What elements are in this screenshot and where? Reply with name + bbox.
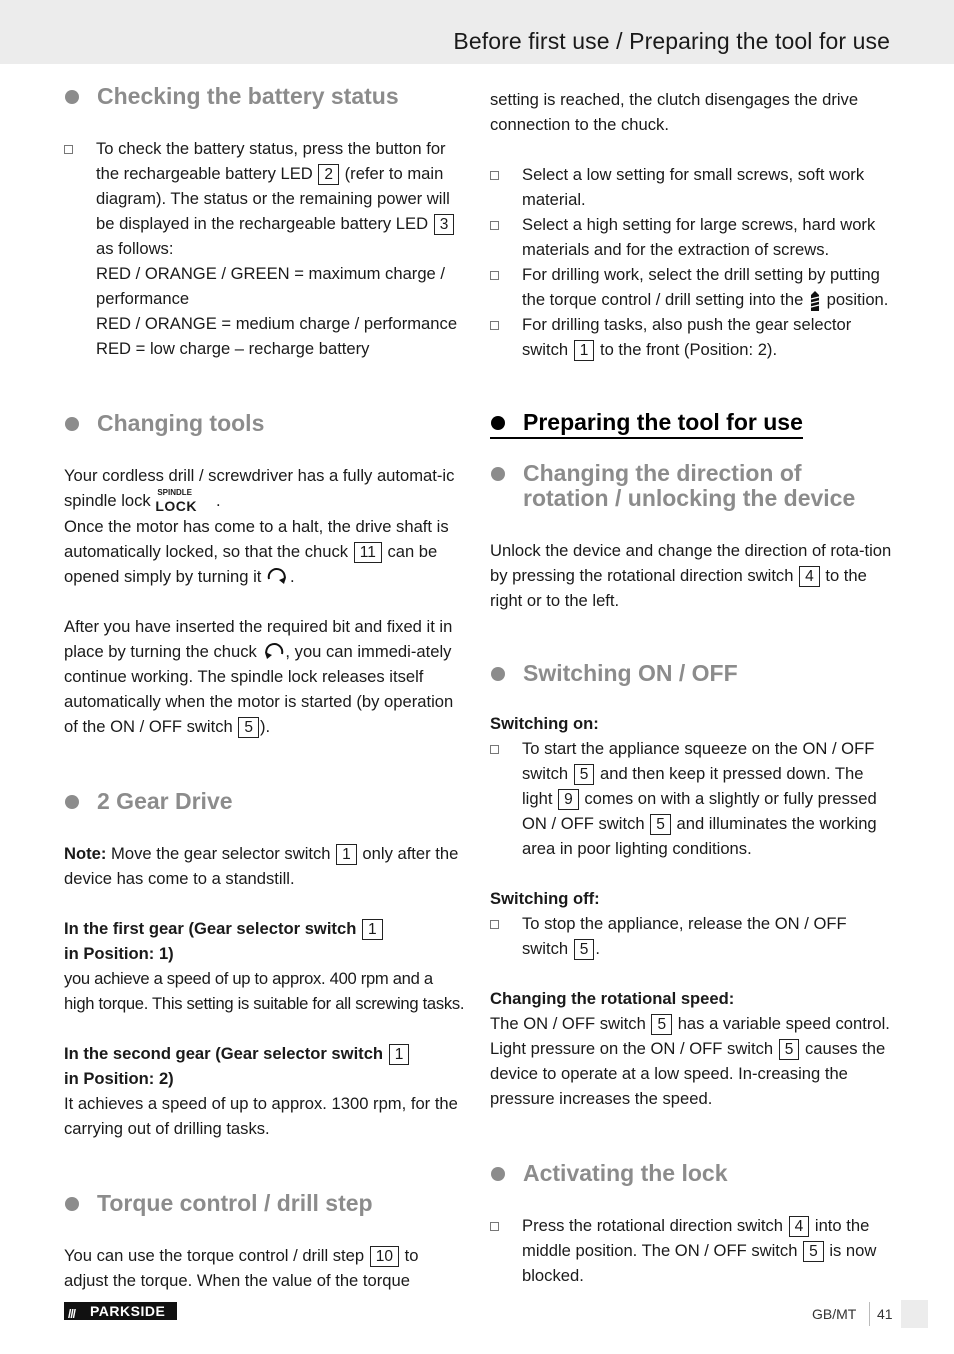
- footer-tab: [901, 1300, 928, 1328]
- bullet-dot-icon: [491, 1167, 505, 1181]
- switching-on-label: Switching on:: [490, 714, 599, 733]
- checkbox-bullet-icon: [490, 745, 499, 754]
- ref-number: 11: [354, 542, 382, 563]
- ref-number: 1: [574, 340, 595, 361]
- checkbox-bullet-icon: [64, 145, 73, 154]
- heading-preparing-tool: Preparing the tool for use: [490, 410, 803, 439]
- ref-number: 9: [558, 789, 579, 810]
- bullet-dot-icon: [65, 90, 79, 104]
- spindle-lock-paragraph: Your cordless drill / screwdriver has a fully automat-ic spindle lock SPINDLE LOCK . Once the motor has come to a halt, the drive shaft is automatically locked, so that the chuck 11 can be opened simply by turning it .: [64, 466, 455, 586]
- torque-paragraph: You can use the torque control / drill step 10 to adjust the torque. When the value of the torque: [64, 1245, 419, 1290]
- bullet-dot-icon: [65, 795, 79, 809]
- ref-number: 5: [238, 717, 259, 738]
- chuck-paragraph: After you have inserted the required bit and fixed it in place by turning the chuck , you can immedi-ately continue working. The spindle lock releases itself automatically when the motor is started (by operation of the ON / OFF switch 5 ).: [64, 616, 454, 736]
- right-column: [490, 87, 892, 1288]
- logo-stripes-icon: ///: [68, 1307, 76, 1321]
- checkbox-bullet-icon: [490, 1222, 499, 1231]
- speed-paragraph: The ON / OFF switch 5 has a variable speed control. Light pressure on the ON / OFF switch 5 causes the device to operate at a low speed. In-creasing the pressure increases the speed.: [490, 1014, 890, 1108]
- checkbox-bullet-icon: [490, 321, 499, 330]
- bullet-item: For drilling tasks, also push the gear selector switch 1 to the front (Position: 2).: [490, 312, 892, 362]
- drill-bit-icon: [808, 291, 822, 311]
- parkside-logo: /// PARKSIDE: [64, 1302, 177, 1320]
- heading-direction-rotation: Changing the direction of rotation / unlocking the device: [490, 461, 892, 511]
- ref-number: 10: [370, 1246, 399, 1267]
- bullet-dot-icon: [491, 416, 505, 430]
- checkbox-bullet-icon: [490, 920, 499, 929]
- page-number: 41: [877, 1306, 893, 1322]
- page-header-title: Before first use / Preparing the tool for use: [453, 28, 890, 54]
- ref-number: 1: [336, 844, 357, 865]
- checkbox-bullet-icon: [490, 271, 499, 280]
- heading-battery-status: Checking the battery status: [64, 84, 466, 109]
- heading-gear-drive: 2 Gear Drive: [64, 789, 466, 814]
- gear-note: Note: Move the gear selector switch 1 only after the device has come to a standstill.: [64, 843, 459, 888]
- torque-continuation: setting is reached, the clutch disengages the drive connection to the chuck.: [490, 90, 859, 134]
- bullet-dot-icon: [65, 1197, 79, 1211]
- ref-number: 1: [389, 1044, 410, 1065]
- checkbox-bullet-icon: [490, 171, 499, 180]
- footer-language: GB/MT: [812, 1306, 857, 1322]
- bullet-item: To start the appliance squeeze on the ON / OFF switch 5 and then keep it pressed down. The light 9 comes on with a slightly or fully pressed ON / OFF switch 5 and illuminates the working area in poor lighting conditions.: [490, 736, 892, 861]
- status-line: RED / ORANGE / GREEN = maximum charge / performance: [96, 264, 446, 308]
- ref-number: 5: [651, 1014, 672, 1035]
- ref-number: 2: [318, 164, 339, 185]
- ref-number: 1: [362, 919, 383, 940]
- heading-activating-lock: Activating the lock: [490, 1161, 892, 1186]
- bullet-dot-icon: [491, 467, 505, 481]
- header-bar: [0, 0, 954, 64]
- second-gear-heading: In the second gear (Gear selector switch 1 in Position: 2): [64, 1041, 466, 1091]
- ref-number: 5: [574, 939, 595, 960]
- ref-number: 5: [650, 814, 671, 835]
- switching-off-label: Switching off:: [490, 889, 600, 908]
- status-line: RED = low charge – recharge battery: [96, 339, 370, 358]
- speed-label: Changing the rotational speed:: [490, 989, 735, 1008]
- bullet-item: Select a high setting for large screws, hard work materials and for the extraction of screws.: [490, 212, 892, 262]
- bullet-item: Select a low setting for small screws, soft work material.: [490, 162, 892, 212]
- ref-number: 3: [434, 214, 455, 235]
- first-gear-heading: In the first gear (Gear selector switch 1 in Position: 1): [64, 916, 466, 966]
- battery-instructions: To check the battery status, press the button for the rechargeable battery LED 2 (refer to main diagram). The status or the remaining power will be displayed in the rechargeable battery LED 3 as follows: RED / ORANGE / GREEN = maximum charge / performance RED / ORANGE = medium charge / performance RED = low charge – recharge battery: [64, 136, 466, 361]
- checkbox-bullet-icon: [490, 221, 499, 230]
- footer-divider: [869, 1302, 870, 1326]
- bullet-dot-icon: [491, 667, 505, 681]
- ref-number: 5: [803, 1241, 824, 1262]
- rotate-clockwise-icon: [266, 567, 290, 587]
- bullet-item: Press the rotational direction switch 4 into the middle position. The ON / OFF switch 5 is now blocked.: [490, 1213, 892, 1288]
- heading-torque-control: Torque control / drill step: [64, 1191, 466, 1216]
- bullet-item: To stop the appliance, release the ON / OFF switch 5 .: [490, 911, 892, 961]
- heading-changing-tools: Changing tools: [64, 411, 466, 436]
- spindle-lock-icon: SPINDLE LOCK: [155, 487, 198, 514]
- bullet-dot-icon: [65, 417, 79, 431]
- ref-number: 4: [799, 566, 820, 587]
- rotate-counterclockwise-icon: [261, 642, 285, 662]
- ref-number: 5: [779, 1039, 800, 1060]
- bullet-item: For drilling work, select the drill setting by putting the torque control / drill setting into the position.: [490, 262, 892, 312]
- left-column: [64, 84, 466, 1293]
- ref-number: 4: [789, 1216, 810, 1237]
- second-gear-text: It achieves a speed of up to approx. 1300 rpm, for the carrying out of drilling tasks.: [64, 1093, 458, 1138]
- heading-switching-on-off: Switching ON / OFF: [490, 661, 892, 686]
- first-gear-text: you achieve a speed of up to approx. 400 rpm and a high torque. This setting is suitable for all screwing tasks.: [64, 968, 465, 1013]
- direction-paragraph: Unlock the device and change the direction of rota-tion by pressing the rotational direction switch 4 to the right or to the left.: [490, 541, 892, 610]
- status-line: RED / ORANGE = medium charge / performance: [96, 314, 458, 333]
- ref-number: 5: [574, 764, 595, 785]
